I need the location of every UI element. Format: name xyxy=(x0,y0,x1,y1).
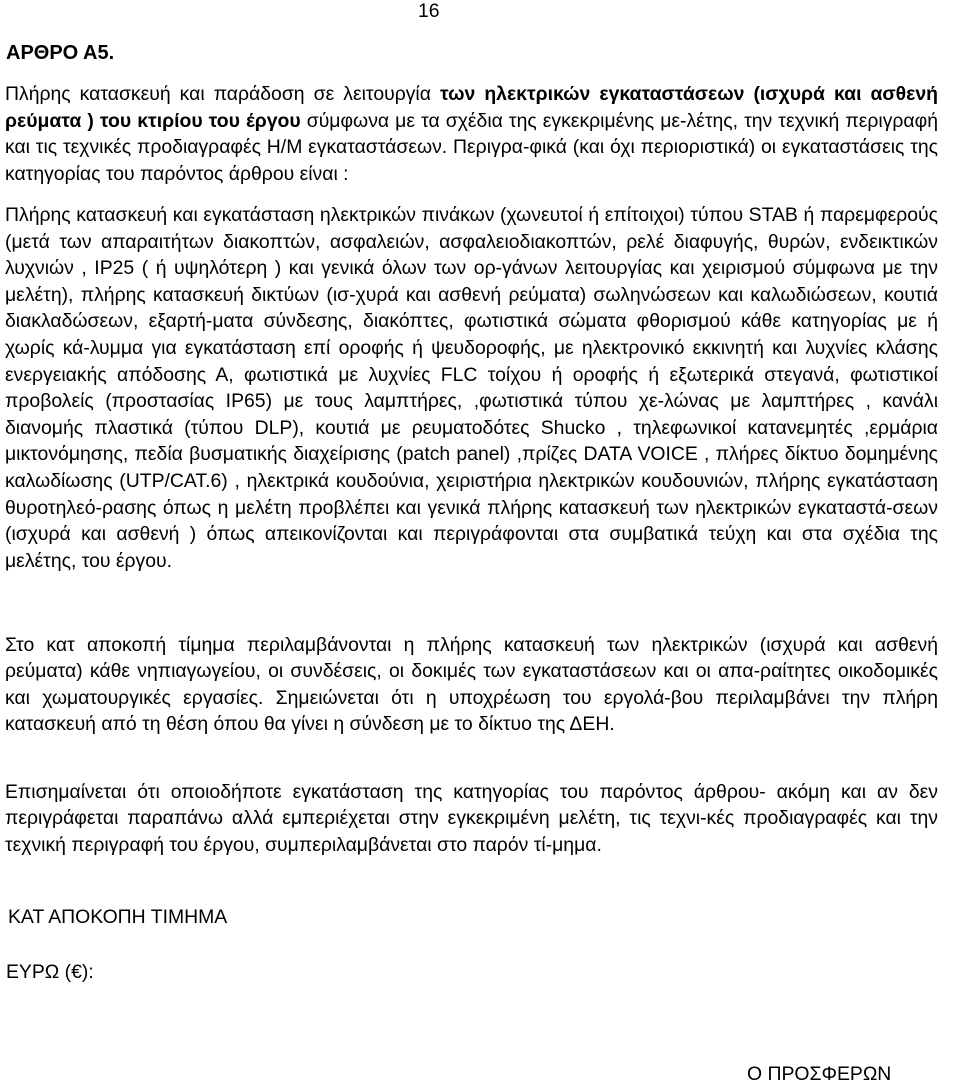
paragraph-scope-rest: σύμφωνα με τα σχέδια της εγκεκριμένης με-λέτης, την τεχνική περιγραφή και τις τεχνικές προδιαγραφές Η/Μ εγκαταστάσεων. Περιγρα-φικά (και όχι περιοριστικά) οι εγκαταστάσεις της κατηγορίας του παρόντος άρθρου είναι : xyxy=(5,109,938,185)
paragraph-lump-sum: Στο κατ αποκοπή τίμημα περιλαμβάνονται η πλήρης κατασκευή των ηλεκτρικών (ισχυρά και ασθενή ρεύματα) κάθε νηπιαγωγείου, οι συνδέσεις, οι δοκιμές των εγκαταστάσεων και οι απα-ραίτητες οικοδομικές και χωματουργικές εργασίες. Σημειώνεται ότι η υποχρέωση του εργολά-βου περιλαμβάνει την πλήρη κατασκευή από τη θέση όπου θα γίνει η σύνδεση με το δίκτυο της ΔΕΗ. xyxy=(5,634,938,736)
paragraph-scope-intro: Πλήρης κατασκευή και παράδοση σε λειτουργία xyxy=(5,83,440,105)
euro-amount-label: ΕΥΡΩ (€): xyxy=(6,961,94,983)
paragraph-scope xyxy=(5,81,938,187)
paragraph-note: Επισημαίνεται ότι οποιοδήποτε εγκατάσταση της κατηγορίας του παρόντος άρθρου- ακόμη και αν δεν περιγράφεται παραπάνω αλλά εμπεριέχεται στην εγκεκριμένη μελέτη, τις τεχνι-κές προδιαγραφές και την τεχνική περιγραφή του έργου, συμπεριλαμβάνεται στο παρόν τί-μημα. xyxy=(5,781,938,856)
bidder-signature-label: Ο ΠΡΟΣΦΕΡΩΝ xyxy=(747,1063,892,1085)
paragraph-scope-bold: των ηλεκτρικών εγκαταστάσεων (ισχυρά και ασθενή ρεύματα ) του κτιρίου του έργου xyxy=(5,83,938,132)
page-number: 16 xyxy=(418,0,440,22)
article-heading: ΑΡΘΡΟ Α5. xyxy=(6,42,115,64)
lump-sum-price-label: ΚΑΤ ΑΠΟΚΟΠΗ ΤΙΜΗΜΑ xyxy=(8,906,228,928)
paragraph-works-list: Πλήρης κατασκευή και εγκατάσταση ηλεκτρικών πινάκων (χωνευτοί ή επίτοιχοι) τύπου STAB ή παρεμφερούς (μετά των απαραιτήτων διακοπτών, ασφαλειών, ασφαλειοδιακοπτών, ρελέ διαφυγής, θυρών, ενδεικτικών λυχνιών , IP25 ( ή υψηλότερη ) και γενικά όλων των ορ-γάνων λειτουργίας και χειρισμού σύμφωνα με την μελέτη), πλήρης κατασκευή δικτύων (ισ-χυρά και ασθενή ρεύματα) σωληνώσεων και καλωδιώσεων, κουτιά διακλαδώσεων, εξαρτή-ματα σύνδεσης, διακόπτες, φωτιστικά σώματα φθορισμού κάθε κατηγορίας με ή χωρίς κά-λυμμα για εγκατάσταση επί οροφής ή ψευδοροφής, με ηλεκτρονικό εκκινητή και λυχνίες κλάσης ενεργειακής απόδοσης Α, φωτιστικά με λυχνίες FLC τοίχου ή οροφής ή εξωτερικά στεγανά, φωτιστικοί προβολείς (προστασίας IP65) με τους λαμπτήρες, ,φωτιστικά τύπου χε-λώνας με λαμπτήρες , κανάλι διανομής πλαστικά (τύπου DLP), κουτιά με ρευματοδότες Shucko , τηλεφωνικοί κατανεμητές ,ερμάρια μικτονόμησης, πεδία βυσματικής διαχείρισης (patch panel) ,πρίζες DATA VOICE , πλήρες δίκτυο δομημένης καλωδίωσης (UTP/CAT.6) , ηλεκτρικά κουδούνια, χειριστήρια ηλεκτρικών κουδουνιών, πλήρης εγκατάσταση θυροτηλεό-ρασης όπως η μελέτη προβλέπει και γενικά πλήρης κατασκευή των ηλεκτρικών εγκαταστά-σεων (ισχυρά και ασθενή ) όπως απεικονίζονται και περιγράφονται στα συμβατικά τεύχη και στα σχέδια της μελέτης, του έργου. xyxy=(5,204,938,572)
